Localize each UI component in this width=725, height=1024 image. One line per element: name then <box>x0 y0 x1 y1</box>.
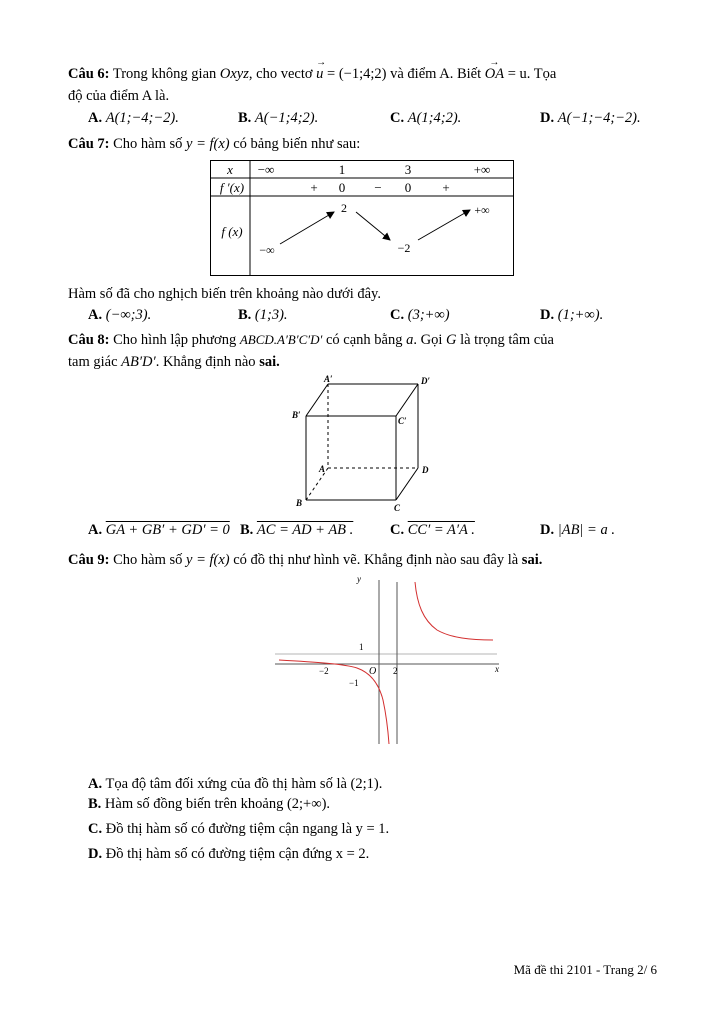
q9-option-a[interactable]: Tọa độ tâm đối xứng của đồ thị hàm số là (2;1). <box>105 776 383 792</box>
table-f-val-0: −∞ <box>259 243 275 257</box>
page-footer: Mã đề thi 2101 - Trang 2/ 6 <box>513 962 657 977</box>
cube-label-a: A <box>319 464 326 474</box>
q9-option-a-line[interactable] <box>88 774 382 794</box>
cube-label-b: B <box>296 498 303 508</box>
q7-question: Hàm số đã cho nghịch biến trên khoảng nào dưới đây. <box>68 286 381 302</box>
graph-x-label: x <box>495 664 499 674</box>
q6-line1 <box>68 64 655 84</box>
q9-option-c-key[interactable]: C. <box>88 821 103 837</box>
q6-space: Oxyz <box>219 66 249 82</box>
q8-cube: ABCD.A′B′C′D′ <box>239 332 323 347</box>
q9-option-d-line[interactable] <box>88 844 369 864</box>
variation-table <box>210 160 515 278</box>
q7-option-d[interactable]: (1;+∞). <box>557 307 604 323</box>
q8-text-b: có cạnh bằng <box>325 332 403 348</box>
q9-option-b[interactable]: Hàm số đồng biến trên khoảng (2;+∞). <box>104 796 331 812</box>
q8-g: G <box>445 332 457 348</box>
q9-text-a: Cho hàm số <box>113 552 183 568</box>
q6-label: Câu 6: <box>68 66 110 82</box>
q9-func: y = f(x) <box>186 552 230 568</box>
q6-text-b: , cho vectơ <box>248 66 313 82</box>
q8-tri: AB′D′ <box>121 354 156 370</box>
q8-text-a: Cho hình lập phương <box>113 332 237 348</box>
q8-a: a <box>406 332 414 348</box>
table-fp-sign-4: + <box>442 180 450 195</box>
q8-sai: sai. <box>259 354 280 370</box>
graph-y-label: y <box>357 574 361 584</box>
table-fp-sign-2: − <box>374 180 382 195</box>
q6-option-a[interactable]: A(1;−4;−2). <box>105 110 179 126</box>
cube-label-b-prime: B′ <box>292 410 301 420</box>
graph-neg-one-label: −1 <box>349 678 359 688</box>
q7-option-a[interactable]: (−∞;3). <box>105 307 152 323</box>
q6-options <box>88 108 688 128</box>
table-arrow-down <box>356 212 390 240</box>
q6-option-c-key[interactable]: C. <box>390 110 405 126</box>
q8-line2 <box>68 352 655 372</box>
q8-option-c[interactable]: CC′ = A′A . <box>407 522 475 538</box>
q7-func: y = f(x) <box>186 136 230 152</box>
q7-option-a-key[interactable]: A. <box>88 307 103 323</box>
q9-option-c-line[interactable] <box>88 819 389 839</box>
q8-line1 <box>68 330 655 350</box>
table-f-val-2: −2 <box>397 241 411 255</box>
q8-text-c: . Gọi <box>413 332 443 348</box>
cube-figure <box>288 374 438 514</box>
q6-option-b[interactable]: A(−1;4;2). <box>254 110 319 126</box>
q6-eq-u: = u <box>507 66 527 82</box>
table-fp-sign-1: 0 <box>338 180 346 195</box>
q6-option-b-key[interactable]: B. <box>238 110 252 126</box>
graph-origin-label: O <box>369 666 377 677</box>
q8-option-c-key[interactable]: C. <box>390 522 405 538</box>
q6-option-a-key[interactable]: A. <box>88 110 103 126</box>
q6-option-c[interactable]: A(1;4;2). <box>407 110 462 126</box>
q7-label: Câu 7: <box>68 136 110 152</box>
q8-option-a[interactable]: GA + GB′ + GD′ = 0 <box>105 522 230 538</box>
table-x-val-0: −∞ <box>257 162 275 177</box>
q7-options <box>88 305 688 325</box>
table-f-val-1: 2 <box>341 201 347 215</box>
q8-options <box>88 520 688 540</box>
table-arrow-up-2 <box>418 210 470 240</box>
q7-option-c-key[interactable]: C. <box>390 307 405 323</box>
table-x-val-3: +∞ <box>473 162 491 177</box>
table-fp-sign-3: 0 <box>404 180 412 195</box>
q9-line1 <box>68 550 655 570</box>
cube-label-d: D <box>422 465 429 475</box>
q6-text-c: và điểm A. Biết <box>390 66 482 82</box>
q7-option-d-key[interactable]: D. <box>540 307 555 323</box>
q6-option-d[interactable]: A(−1;−4;−2). <box>557 110 641 126</box>
q9-option-a-key[interactable]: A. <box>88 776 103 792</box>
function-graph <box>275 574 505 746</box>
q8-option-b[interactable]: AC = AD + AB . <box>256 522 354 538</box>
right-branch <box>415 582 493 640</box>
q8-text-d: là trọng tâm của <box>460 332 554 348</box>
table-fp-head: f ′(x) <box>219 180 245 195</box>
q6-text: Trong không gian <box>112 66 217 82</box>
q8-option-d[interactable]: |AB| = a . <box>557 522 615 538</box>
q8-label: Câu 8: <box>68 332 110 348</box>
q9-label: Câu 9: <box>68 552 110 568</box>
graph-neg-two-label: −2 <box>319 666 329 676</box>
table-fp-sign-0: + <box>310 180 318 195</box>
q6-vec-oa: → OA <box>485 64 504 84</box>
q6-vec-u-val: = (−1;4;2) <box>327 66 387 82</box>
graph-two-label: 2 <box>393 666 398 676</box>
q9-option-d[interactable]: Đồ thị hàm số có đường tiệm cận đứng x = 2. <box>105 846 370 862</box>
q7-option-b[interactable]: (1;3). <box>254 307 288 323</box>
q7-option-b-key[interactable]: B. <box>238 307 252 323</box>
cube-label-c-prime: C′ <box>398 416 407 426</box>
cube-label-a-prime: A′ <box>324 374 333 384</box>
q8-option-d-key[interactable]: D. <box>540 522 555 538</box>
q6-vec-u: → u <box>316 64 323 84</box>
q8-text-f: . Khẳng định nào <box>155 354 256 370</box>
cube-label-d-prime: D′ <box>421 376 431 386</box>
q6-line2: độ của điểm A là. <box>68 88 170 104</box>
table-x-head: x <box>227 162 233 177</box>
q9-option-b-key[interactable]: B. <box>88 796 102 812</box>
q6-text-d: . Tọa <box>526 66 557 82</box>
cube-label-c: C <box>394 503 401 513</box>
q7-line1 <box>68 134 655 154</box>
table-x-val-2: 3 <box>404 162 412 177</box>
table-arrow-up-1 <box>280 212 334 244</box>
q9-option-b-line[interactable] <box>88 794 330 814</box>
q9-option-d-key[interactable]: D. <box>88 846 103 862</box>
q8-text-e: tam giác <box>68 354 118 370</box>
q9-option-c[interactable]: Đồ thị hàm số có đường tiệm cận ngang là y = 1. <box>105 821 390 837</box>
q7-text-b: có bảng biến như sau: <box>233 136 361 152</box>
q7-text-a: Cho hàm số <box>113 136 183 152</box>
table-x-val-1: 1 <box>338 162 346 177</box>
q8-option-a-key[interactable]: A. <box>88 522 103 538</box>
q9-sai: sai. <box>521 552 543 568</box>
table-f-head: f (x) <box>221 224 243 239</box>
q6-option-d-key[interactable]: D. <box>540 110 555 126</box>
graph-one-label: 1 <box>359 642 364 652</box>
q8-option-b-key[interactable]: B. <box>240 522 254 538</box>
q7-option-c[interactable]: (3;+∞) <box>407 307 450 323</box>
q9-text-b: có đồ thị như hình vẽ. Khẳng định nào sau đây là <box>233 552 519 568</box>
table-f-val-3: +∞ <box>474 203 490 217</box>
